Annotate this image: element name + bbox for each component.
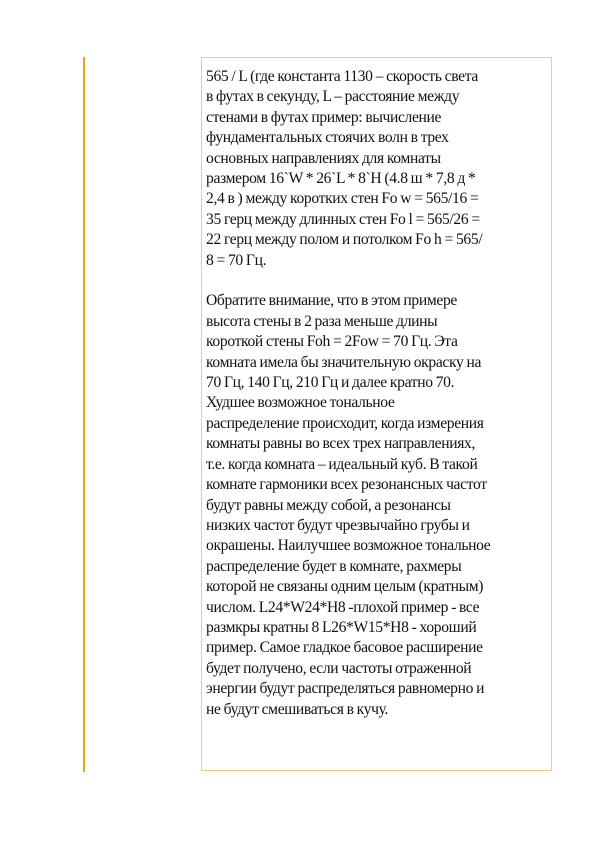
text-line: окрашены. Наилучшее возможное тональное xyxy=(206,537,491,555)
text-line: будут равны между собой, а резонансы xyxy=(206,496,451,514)
text-line: низких частот будут чрезвычайно грубы и xyxy=(206,516,470,534)
text-line: энергии будут распределяться равномерно и xyxy=(206,680,485,698)
text-line: в футах в секунду, L – расстояние между xyxy=(206,88,460,106)
text-line: распределение происходит, когда измерения xyxy=(206,414,484,432)
paragraph-tonal-distribution xyxy=(206,291,547,720)
text-frame xyxy=(201,57,552,771)
text-line: комнате гармоники всех резонансных частот xyxy=(206,476,487,494)
text-line: пример. Самое гладкое басовое расширение xyxy=(206,639,483,657)
text-line: Обратите внимание, что в этом примере xyxy=(206,292,457,310)
paragraph-spacer xyxy=(206,271,547,291)
text-line: Худшее возможное тональное xyxy=(206,394,395,412)
text-line: т.е. когда комната – идеальный куб. В такой xyxy=(206,455,478,473)
text-line: 35 герц между длинных стен Fo l = 565/26 = xyxy=(206,210,480,228)
text-line: распределение будет в комнате, рахмеры xyxy=(206,557,462,575)
text-line: комнаты равны во всех трех направлениях, xyxy=(206,435,476,453)
text-line: размкры кратны 8 L26*W15*H8 - хороший xyxy=(206,618,477,636)
text-line: фундаментальных стоячих волн в трех xyxy=(206,129,449,147)
text-line: короткой стены Foh = 2Fow = 70 Гц. Эта xyxy=(206,333,458,351)
text-line: 8 = 70 Гц. xyxy=(206,251,267,269)
text-line: стенами в футах пример: вычисление xyxy=(206,108,442,126)
text-line: комната имела бы значительную окраску на xyxy=(206,353,482,371)
text-line: основных направлениях для комнаты xyxy=(206,149,441,167)
text-line: 565 / L (где константа 1130 – скорость света xyxy=(206,68,478,85)
text-line: 22 герц между полом и потолком Fo h = 565/ xyxy=(206,231,483,249)
paragraph-frequency-calculation xyxy=(206,67,547,271)
text-line: высота стены в 2 раза меньше длины xyxy=(206,312,438,330)
left-margin-rule xyxy=(83,57,85,772)
text-line: не будут смешиваться в кучу. xyxy=(206,700,389,718)
text-line: числом. L24*W24*H8 -плохой пример - все xyxy=(206,598,480,616)
text-line: 2,4 в ) между коротких стен Fo w = 565/16 = xyxy=(206,190,479,208)
text-line: будет получено, если частоты отраженной xyxy=(206,659,472,677)
text-line: размером 16`W * 26`L * 8`H (4.8 ш * 7,8 д * xyxy=(206,170,476,188)
text-line: которой не связаны одним целым (кратным) xyxy=(206,578,484,596)
text-line: 70 Гц, 140 Гц, 210 Гц и далее кратно 70. xyxy=(206,374,455,392)
